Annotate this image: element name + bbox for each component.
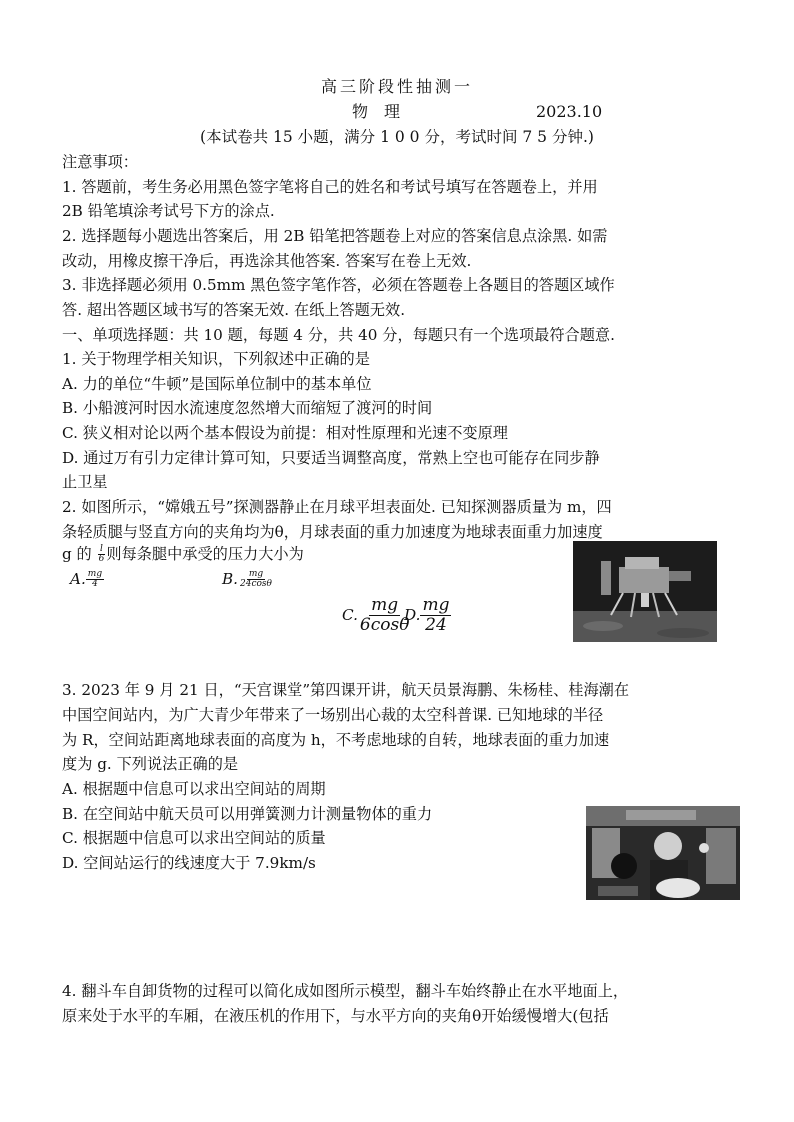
question-2-option-c (342, 594, 411, 636)
option-label: A. (70, 570, 86, 588)
fraction-denominator: 24cosθ (240, 579, 272, 590)
fraction (420, 597, 451, 635)
exam-info: (本试卷共 15 小题，满分 1 0 0 分，考试时间 7 5 分钟.) (200, 128, 594, 146)
fraction-denominator: 6cosθ (359, 615, 410, 636)
notes-line: 改动，用橡皮擦干净后，再选涂其他答案. 答案写在卷上无效. (62, 252, 472, 270)
question-2-stem: 2. 如图所示，“嫦娥五号”探测器静止在月球平坦表面处. 已知探测器质量为 m，四 (62, 498, 612, 516)
fraction-numerator: mg (248, 568, 264, 579)
question-3-option: B. 在空间站中航天员可以用弹簧测力计测量物体的重力 (62, 805, 433, 823)
stem-prefix: g 的 (62, 545, 92, 563)
notes-line: 2B 铅笔填涂考试号下方的涂点. (62, 202, 275, 220)
question-3-option: D. 空间站运行的线速度大于 7.9km/s (62, 854, 316, 872)
question-3-option: A. 根据题中信息可以求出空间站的周期 (62, 780, 326, 798)
question-3-stem: 为 R，空间站距离地球表面的高度为 h，不考虑地球的自转，地球表面的重力加速 (62, 731, 610, 749)
question-3-stem: 中国空间站内，为广大青少年带来了一场别出心裁的太空科普课. 已知地球的半径 (62, 706, 604, 724)
fraction-denominator: 6 (98, 554, 105, 565)
notes-line: 3. 非选择题必须用 0.5mm 黑色签字笔作答，必须在答题卷上各题目的答题区域作 (62, 276, 615, 294)
question-2-option-b (222, 566, 274, 592)
option-label: B. (222, 570, 238, 588)
question-3-stem: 度为 g. 下列说法正确的是 (62, 755, 239, 773)
question-3-option: C. 根据题中信息可以求出空间站的质量 (62, 829, 326, 847)
notes-line: 2. 选择题每小题选出答案后，用 2B 铅笔把答题卷上对应的答案信息点涂黑. 如需 (62, 227, 608, 245)
fraction-numerator: l (100, 543, 103, 554)
question-1-option: A. 力的单位“牛顿”是国际单位制中的基本单位 (62, 375, 372, 393)
fraction (97, 545, 107, 565)
notes-line: 答. 超出答题区域书写的答案无效. 在纸上答题无效. (62, 301, 406, 319)
question-3-stem: 3. 2023 年 9 月 21 日，“天宫课堂”第四课开讲，航天员景海鹏、朱杨桂、桂海潮在 (62, 681, 630, 699)
exam-date: 2023.10 (536, 102, 603, 121)
question-4-stem: 4. 翻斗车自卸货物的过程可以简化成如图所示模型，翻斗车始终静止在水平地面上， (62, 982, 629, 1000)
fraction-numerator: mg (371, 595, 399, 616)
fraction-denominator: 4 (92, 579, 98, 590)
notes-heading: 注意事项： (62, 153, 138, 171)
question-2-option-a (70, 566, 104, 592)
section-heading: 一、单项选择题：共 10 题，每题 4 分，共 40 分，每题只有一个选项最符合题意. (62, 326, 615, 344)
question-1-stem: 1. 关于物理学相关知识，下列叙述中正确的是 (62, 350, 370, 368)
question-1-option: 止卫星 (62, 473, 108, 491)
fraction (238, 570, 274, 590)
question-2-stem-last (62, 541, 304, 567)
space-station-photo (586, 806, 740, 900)
subject-label: 物 理 (352, 102, 401, 121)
fraction-numerator: mg (87, 568, 103, 579)
fraction-numerator: mg (422, 595, 450, 616)
fraction (86, 570, 104, 590)
question-2-option-d (404, 594, 451, 636)
fraction-denominator: 24 (425, 615, 447, 636)
option-label: C. (342, 606, 358, 624)
question-1-option: B. 小船渡河时因水流速度忽然增大而缩短了渡河的时间 (62, 399, 433, 417)
question-1-option: D. 通过万有引力定律计算可知，只要适当调整高度，常熟上空也可能存在同步静 (62, 449, 600, 467)
notes-line: 1. 答题前，考生务必用黑色签字笔将自己的姓名和考试号填写在答题卷上，并用 (62, 178, 598, 196)
exam-title: 高三阶段性抽测一 (320, 77, 473, 96)
option-label: D. (404, 606, 421, 624)
question-1-option: C. 狭义相对论以两个基本假设为前提：相对性原理和光速不变原理 (62, 424, 508, 442)
question-4-stem: 原来处于水平的车厢，在液压机的作用下，与水平方向的夹角θ开始缓慢增大(包括 (62, 1007, 609, 1025)
stem-suffix: 则每条腿中承受的压力大小为 (106, 545, 304, 563)
question-2-stem: 条轻质腿与竖直方向的夹角均为θ，月球表面的重力加速度为地球表面重力加速度 (62, 523, 603, 541)
lunar-lander-photo (573, 541, 717, 642)
